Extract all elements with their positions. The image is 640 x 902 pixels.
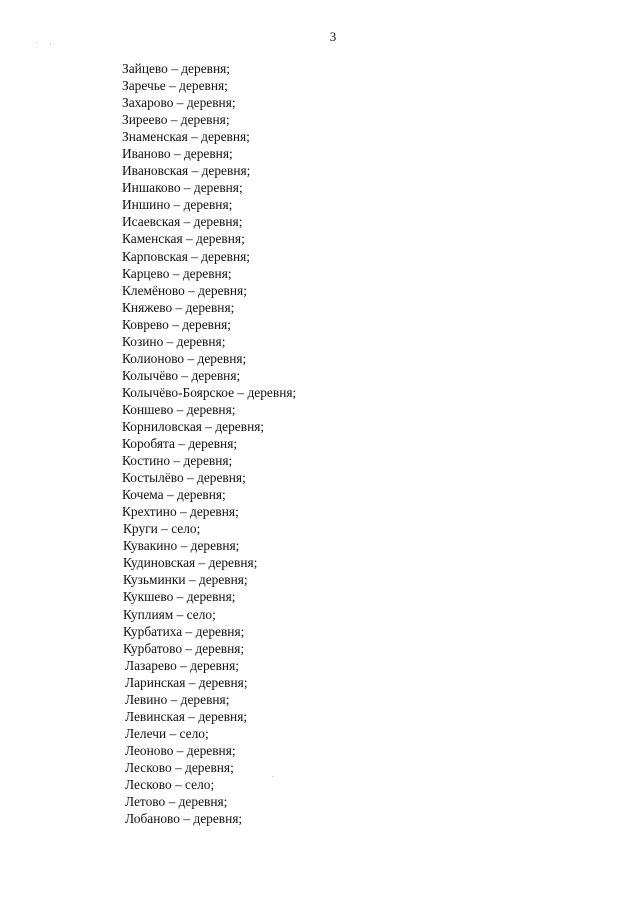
list-item: Каменская – деревня; bbox=[122, 231, 245, 247]
list-item: Клемёново – деревня; bbox=[122, 282, 247, 298]
list-item: Колычёво-Боярское – деревня; bbox=[122, 384, 297, 400]
list-item: Карцево – деревня; bbox=[122, 265, 232, 281]
list-item: Коншево – деревня; bbox=[122, 401, 236, 417]
list-item: Знаменская – деревня; bbox=[122, 129, 250, 145]
list-item: Кукшево – деревня; bbox=[123, 589, 236, 605]
list-item: Коробята – деревня; bbox=[122, 436, 238, 452]
list-item: Лобаново – деревня; bbox=[125, 811, 243, 827]
list-item: Лелечи – село; bbox=[125, 725, 209, 741]
list-item: Курбатово – деревня; bbox=[123, 640, 245, 656]
list-item: Лесково – деревня; bbox=[125, 759, 234, 775]
list-item: Левино – деревня; bbox=[125, 691, 230, 707]
list-item: Исаевская – деревня; bbox=[122, 214, 243, 230]
list-item: Иваново – деревня; bbox=[122, 146, 233, 162]
list-item: Костино – деревня; bbox=[122, 453, 233, 469]
list-item: Летово – деревня; bbox=[125, 794, 228, 810]
list-item: Иншино – деревня; bbox=[122, 197, 233, 213]
list-item: Леоново – деревня; bbox=[125, 742, 236, 758]
list-item: Иншаково – деревня; bbox=[122, 180, 243, 196]
list-item: Лазарево – деревня; bbox=[125, 657, 239, 673]
list-item: Круги – село; bbox=[123, 521, 201, 537]
list-item: Левинская – деревня; bbox=[125, 708, 248, 724]
list-item: Кувакино – деревня; bbox=[123, 538, 240, 554]
list-item: Лесково – село; bbox=[125, 776, 215, 792]
list-item: Карповская – деревня; bbox=[122, 248, 251, 264]
list-item: Корниловская – деревня; bbox=[122, 418, 265, 434]
list-item: Курбатиха – деревня; bbox=[123, 623, 245, 639]
list-item: Козино – деревня; bbox=[122, 333, 226, 349]
list-item: Колычёво – деревня; bbox=[122, 367, 241, 383]
list-item: Ивановская – деревня; bbox=[122, 163, 251, 179]
list-item: Кудиновская – деревня; bbox=[123, 555, 258, 571]
list-item: Ларинская – деревня; bbox=[125, 674, 248, 690]
list-item: Заречье – деревня; bbox=[122, 78, 228, 94]
list-item: Кочема – деревня; bbox=[122, 487, 226, 503]
list-item: Кузьминки – деревня; bbox=[123, 572, 248, 588]
list-item: Колионово – деревня; bbox=[122, 350, 247, 366]
page-number: 3 bbox=[329, 29, 337, 44]
list-item: Зиреево – деревня; bbox=[122, 112, 230, 128]
settlement-list bbox=[122, 60, 296, 827]
list-item: Захарово – деревня; bbox=[122, 95, 236, 111]
list-item: Костылёво – деревня; bbox=[122, 470, 246, 486]
list-item: Коврево – деревня; bbox=[122, 316, 232, 332]
list-item: Княжево – деревня; bbox=[122, 299, 235, 315]
list-item: Крехтино – деревня; bbox=[122, 504, 239, 520]
list-item: Зайцево – деревня; bbox=[122, 61, 231, 76]
list-item: Куплиям – село; bbox=[123, 606, 216, 622]
